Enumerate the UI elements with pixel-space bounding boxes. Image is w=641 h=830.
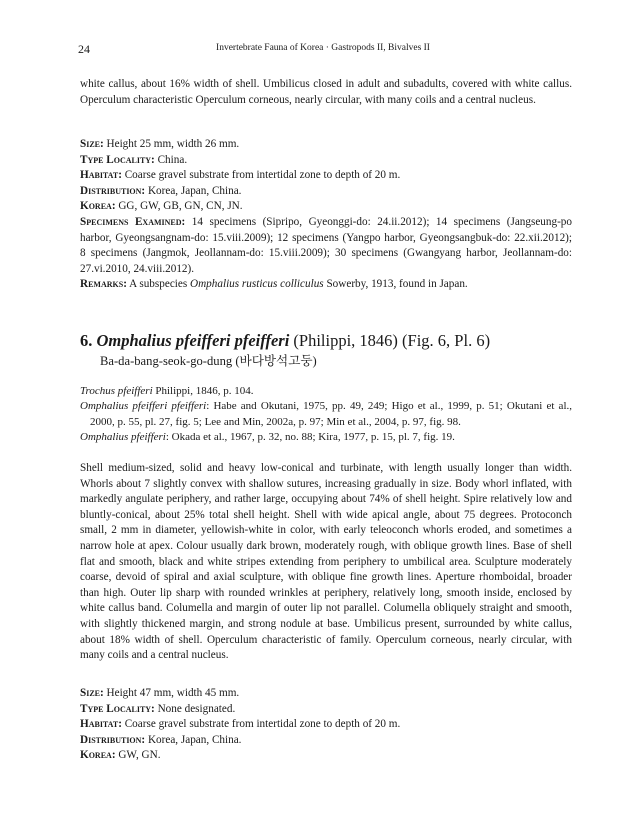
species-facts xyxy=(80,686,572,764)
synonymy-entry xyxy=(80,399,572,430)
species-authority: (Philippi, 1846) (Fig. 6, Pl. 6) xyxy=(289,331,491,350)
species-korean-name: Ba-da-bang-seok-go-dung (바다방석고둥) xyxy=(100,354,317,368)
synonym-name: Omphalius pfeifferi pfeifferi xyxy=(80,400,207,413)
synonym-name: Omphalius pfeifferi xyxy=(80,431,166,444)
distribution-value: Korea, Japan, China. xyxy=(145,184,242,197)
korea-value: GG, GW, GB, GN, CN, JN. xyxy=(115,200,243,213)
species-name: Omphalius pfeifferi pfeifferi xyxy=(96,331,290,350)
habitat-label: Habitat: xyxy=(80,718,122,731)
running-title: Invertebrate Fauna of Korea · Gastropods II, Bivalves II xyxy=(216,43,430,53)
synonymy-entry xyxy=(80,384,572,399)
korea-line xyxy=(80,199,572,215)
specimens-value: 14 specimens (Sipripo, Gyeonggi-do: 24.ii.2012); 14 specimens (Jangseung-po harbor, Gyeongsangnam-do: 15.viii.2009); 12 specimens (Yangpo harbor, Gyeongsangbuk-do: 22.xii.2012); 8 specimens (Jangmok, Jeollannam-do: 15.viii.2009); 30 specimens (Gwangyang harbor, Jeollannam-do: 27.vi.2010, 24.viii.2012). xyxy=(80,215,572,275)
korea-label: Korea: xyxy=(80,749,116,762)
habitat-value: Coarse gravel substrate from intertidal zone to depth of 20 m. xyxy=(121,169,401,182)
remarks-label: Remarks: xyxy=(80,278,127,291)
distribution-label: Distribution: xyxy=(80,733,146,746)
intro-paragraph: white callus, about 16% width of shell. Umbilicus closed in adult and subadults, covered with white callus. Operculum characteristic Operculum corneous, nearly circular, with many coils and a central nucleus. xyxy=(80,78,572,106)
type-locality-label: Type Locality: xyxy=(80,153,155,166)
size-line xyxy=(80,686,572,702)
size-value: Height 47 mm, width 45 mm. xyxy=(103,687,240,699)
korea-line xyxy=(80,748,572,764)
synonymy-entry xyxy=(80,430,572,445)
page-number: 24 xyxy=(78,42,90,56)
synonym-citation: Philippi, 1846, p. 104. xyxy=(152,385,254,397)
species-number: 6. xyxy=(80,331,93,350)
type-locality-label: Type Locality: xyxy=(80,702,155,715)
remarks-line xyxy=(80,277,572,293)
remarks-taxon-name: Omphalius rusticus colliculus xyxy=(190,278,324,291)
habitat-label: Habitat: xyxy=(80,169,122,182)
specimens-label: Specimens Examined: xyxy=(80,215,186,228)
distribution-line xyxy=(80,733,572,749)
habitat-line xyxy=(80,168,572,184)
description-section xyxy=(80,461,572,664)
synonymy-list xyxy=(80,384,572,446)
synonym-citation: : Okada et al., 1967, p. 32, no. 88; Kira, 1977, p. 15, pl. 7, fig. 19. xyxy=(165,431,455,444)
species-heading xyxy=(80,331,572,351)
remarks-value-post: Sowerby, 1913, found in Japan. xyxy=(323,278,468,291)
page-header xyxy=(78,42,568,58)
distribution-label: Distribution: xyxy=(80,184,146,197)
type-locality-value: China. xyxy=(154,153,188,166)
remarks-value-pre: A subspecies xyxy=(126,278,191,291)
distribution-line xyxy=(80,184,572,200)
type-locality-value: None designated. xyxy=(154,702,236,715)
habitat-line xyxy=(80,717,572,733)
size-line xyxy=(80,137,572,153)
korea-label: Korea: xyxy=(80,200,116,213)
korea-value: GW, GN. xyxy=(115,749,161,762)
type-locality-line xyxy=(80,153,572,169)
size-label: Size: xyxy=(80,687,104,699)
type-locality-line xyxy=(80,702,572,718)
size-label: Size: xyxy=(80,138,104,150)
habitat-value: Coarse gravel substrate from intertidal zone to depth of 20 m. xyxy=(121,718,401,731)
intro-section xyxy=(80,77,572,108)
specimens-line xyxy=(80,215,572,277)
distribution-value: Korea, Japan, China. xyxy=(145,733,242,746)
size-value: Height 25 mm, width 26 mm. xyxy=(103,138,240,150)
description-paragraph: Shell medium-sized, solid and heavy low-conical and turbinate, with length usually longer than width. Whorls about 7 slightly convex with shallow sutures, increasing gradually in size. Body whorl inflated, with markedly angulate periphery, and rather large, occupying about 74% of shell height. Spire relatively low and bluntly-conical, about 25% total shell height. Shell with wide apical angle, about 75 degrees. Protoconch small, 2 mm in diameter, yellowish-white in color, with early teleoconch whorls eroded, and sometimes a narrow hole at apex. Colour usually dark brown, moderately rough, with oblique growth lines. Base of shell flat and smooth, black and white stripes extending from periphery to umbilical area. Sculpture moderately coarse, devoid of spiral and axial sculpture, with oblique fine growth lines. Aperture rhomboidal, broader than high. Outer lip sharp with rounded wrinkles at periphery, relatively long, smooth inside, enclosed by white callus band. Columella and margin of outer lip not parallel. Columella obliquely straight and smooth, with slightly thickened margin, and strong nodule at base. Umbilicus present, surrounded by white callus, about 18% width of shell. Operculum characteristic of family. Operculum corneous, nearly circular, with many coils and a central nucleus. xyxy=(80,462,572,662)
synonym-citation: : Habe and Okutani, 1975, pp. 49, 249; Higo et al., 1999, p. 51; Okutani et al., 2000, p. 55, pl. 27, fig. 5; Lee and Min, 2002a, p. 97; Min et al., 2004, p. 97, fig. 98. xyxy=(90,400,572,428)
synonym-name: Trochus pfeifferi xyxy=(80,385,153,397)
previous-species-facts xyxy=(80,137,572,293)
